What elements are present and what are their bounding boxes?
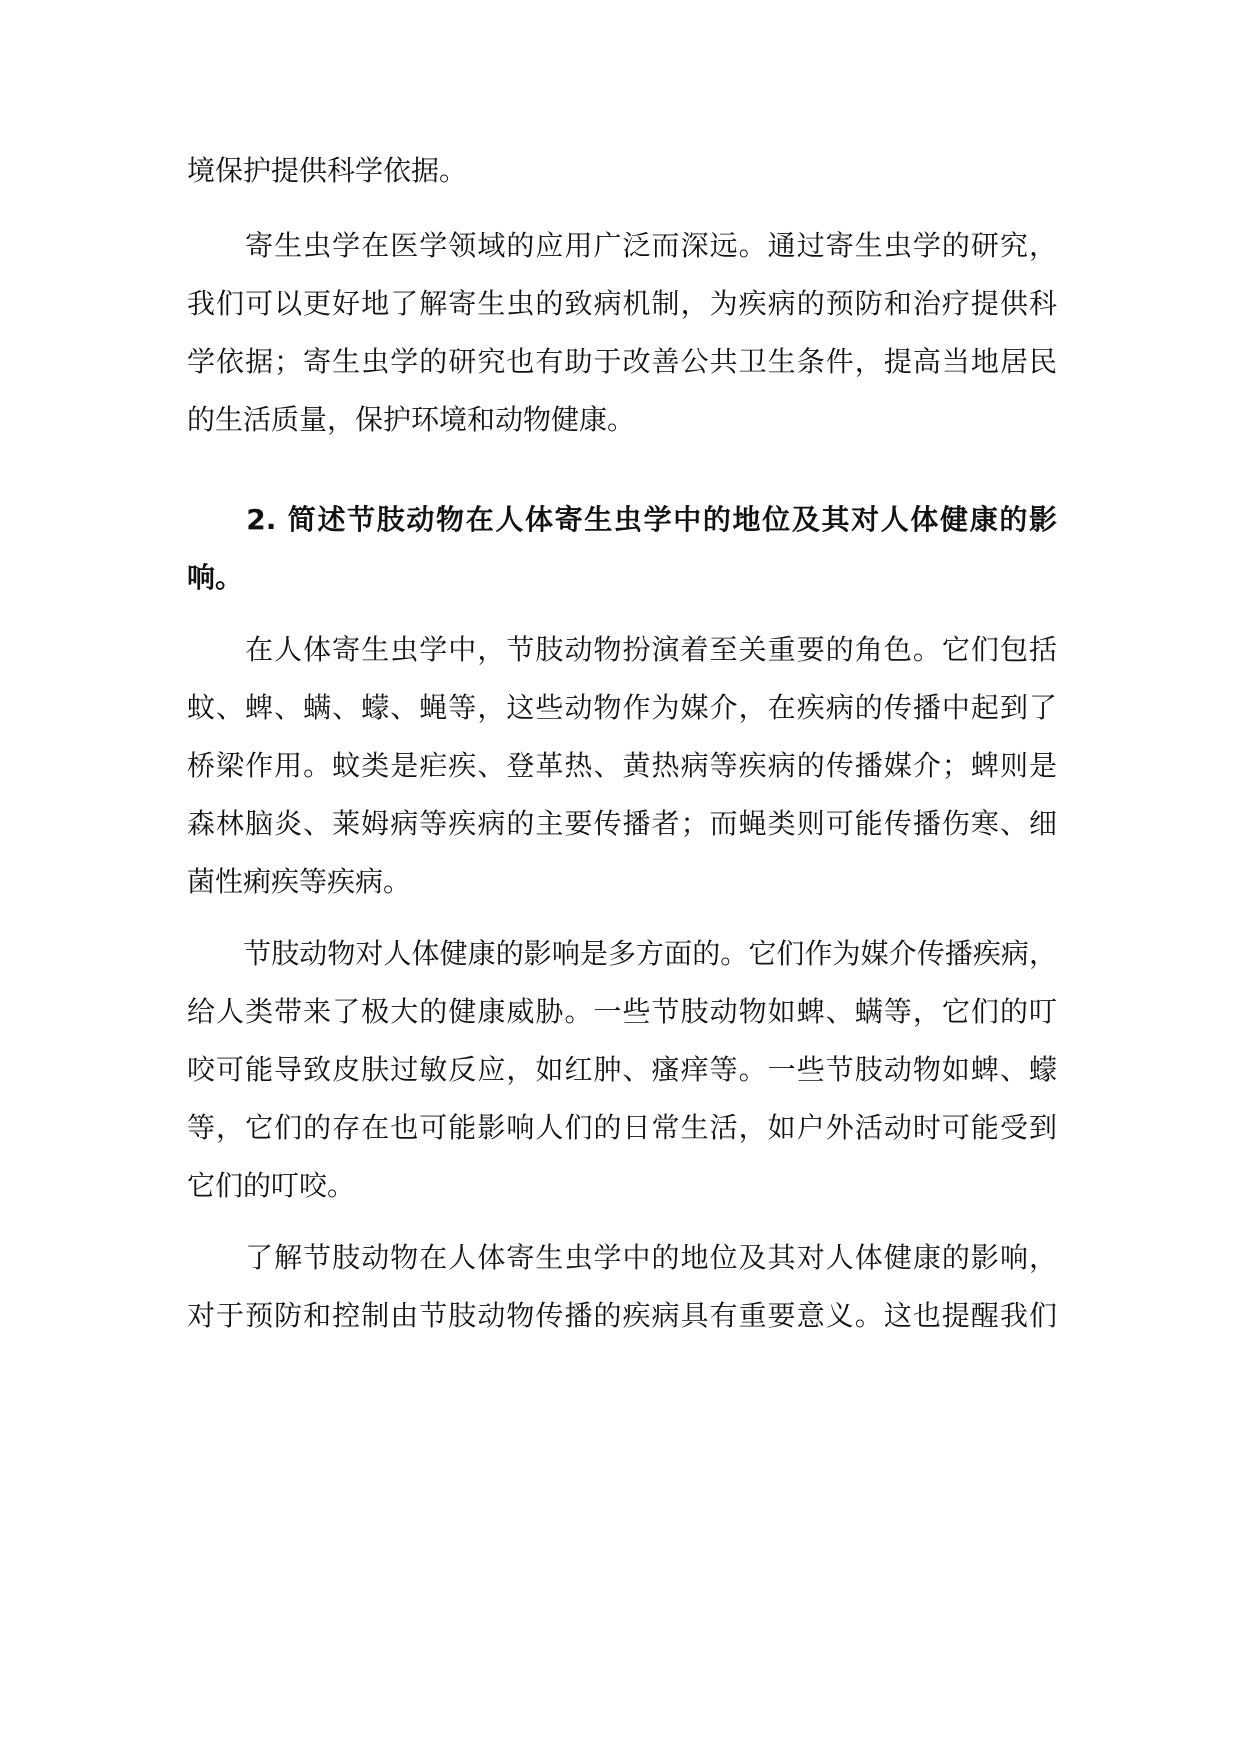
text-line: 它们的叮咬。 xyxy=(187,1169,356,1202)
heading-line: 响。 xyxy=(187,561,244,594)
text-line: 蚊、蜱、螨、蠓、蝇等，这些动物作为媒介，在疾病的传播中起到了 xyxy=(187,691,1057,724)
heading-line: 2. 简述节肢动物在人体寄生虫学中的地位及其对人体健康的影 xyxy=(187,503,1057,536)
paragraph-health-impact xyxy=(187,925,1057,1215)
text-line: 桥梁作用。蚊类是疟疾、登革热、黄热病等疾病的传播媒介；蜱则是 xyxy=(187,749,1057,782)
question-heading xyxy=(187,491,1057,607)
text-line: 学依据；寄生虫学的研究也有助于改善公共卫生条件，提高当地居民 xyxy=(187,345,1057,378)
text-line: 咬可能导致皮肤过敏反应，如红肿、瘙痒等。一些节肢动物如蜱、蠓 xyxy=(187,1053,1057,1086)
text-line: 节肢动物对人体健康的影响是多方面的。它们作为媒介传播疾病， xyxy=(187,937,1057,970)
text-line: 我们可以更好地了解寄生虫的致病机制，为疾病的预防和治疗提供科 xyxy=(187,287,1057,320)
paragraph-arthropod-role xyxy=(187,621,1057,911)
text-line: 在人体寄生虫学中，节肢动物扮演着至关重要的角色。它们包括 xyxy=(187,633,1057,666)
document-body xyxy=(187,142,1057,1345)
text-line: 菌性痢疾等疾病。 xyxy=(187,865,412,898)
paragraph-medical-application xyxy=(187,217,1057,449)
text-line: 对于预防和控制由节肢动物传播的疾病具有重要意义。这也提醒我们 xyxy=(187,1299,1057,1332)
paragraph-significance xyxy=(187,1229,1057,1345)
text-line: 的生活质量，保护环境和动物健康。 xyxy=(187,403,636,436)
text-line: 境保护提供科学依据。 xyxy=(187,154,468,187)
text-line: 森林脑炎、莱姆病等疾病的主要传播者；而蝇类则可能传播伤寒、细 xyxy=(187,807,1057,840)
paragraph-continuation xyxy=(187,142,1057,200)
text-line: 等，它们的存在也可能影响人们的日常生活，如户外活动时可能受到 xyxy=(187,1111,1057,1144)
text-line: 给人类带来了极大的健康威胁。一些节肢动物如蜱、螨等，它们的叮 xyxy=(187,995,1057,1028)
text-line: 寄生虫学在医学领域的应用广泛而深远。通过寄生虫学的研究， xyxy=(187,229,1057,262)
text-line: 了解节肢动物在人体寄生虫学中的地位及其对人体健康的影响， xyxy=(187,1241,1057,1274)
